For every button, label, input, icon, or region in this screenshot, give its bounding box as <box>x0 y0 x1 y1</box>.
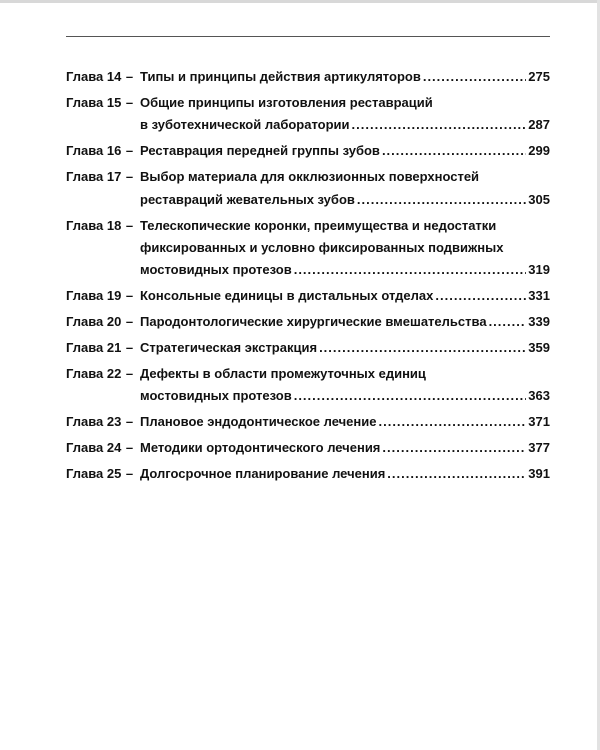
chapter-title-line: фиксированных и условно фиксированных подвижных <box>140 239 504 255</box>
dot-leader <box>435 285 526 307</box>
chapter-title-line <box>140 411 550 433</box>
page-number: 305 <box>528 191 550 207</box>
chapter-title-text: мостовидных протезов <box>140 262 292 278</box>
chapter-dash: – <box>125 466 134 482</box>
chapter-title-line: Телескопические коронки, преимущества и недостатки <box>140 217 497 233</box>
chapter-dash: – <box>125 217 134 233</box>
chapter-title <box>140 66 550 88</box>
dot-leader <box>357 189 526 211</box>
top-rule <box>66 36 550 37</box>
chapter-title-line <box>140 385 550 407</box>
chapter-label: Глава 17 <box>66 169 122 185</box>
chapter-title-line <box>140 259 550 281</box>
page-number: 331 <box>528 288 550 304</box>
chapter-title-line <box>140 463 550 485</box>
chapter-dash: – <box>125 94 134 110</box>
chapter-title-line: Выбор материала для окклюзионных поверхностей <box>140 169 480 185</box>
chapter-title <box>140 92 550 137</box>
page-number: 299 <box>528 143 550 159</box>
chapter-label: Глава 22 <box>66 366 122 382</box>
toc-entry <box>66 92 550 137</box>
chapter-label: Глава 16 <box>66 143 122 159</box>
chapter-title-line <box>140 114 550 136</box>
page-number: 359 <box>528 340 550 356</box>
toc-entry <box>66 463 550 485</box>
page-number: 319 <box>528 262 550 278</box>
page-number: 363 <box>528 388 550 404</box>
chapter-dash: – <box>125 169 134 185</box>
toc-entry <box>66 285 550 307</box>
chapter-label: Глава 23 <box>66 414 122 430</box>
page-edge-top <box>0 0 600 3</box>
chapter-title <box>140 215 550 282</box>
page-number: 339 <box>528 314 550 330</box>
chapter-dash: – <box>125 440 134 456</box>
chapter-dash: – <box>125 366 134 382</box>
chapter-dash: – <box>125 288 134 304</box>
dot-leader <box>382 437 526 459</box>
page-number: 275 <box>528 69 550 84</box>
chapter-title <box>140 411 550 433</box>
chapter-title-text: Долгосрочное планирование лечения <box>140 466 386 482</box>
chapter-title-text: в зуботехнической лаборатории <box>140 117 350 133</box>
chapter-label: Глава 24 <box>66 440 122 456</box>
chapter-title <box>140 311 550 333</box>
dot-leader <box>489 311 527 333</box>
toc-entry <box>66 140 550 162</box>
chapter-title-line <box>140 311 550 333</box>
chapter-title-line: Дефекты в области промежуточных единиц <box>140 366 426 382</box>
toc-entry <box>66 66 550 88</box>
chapter-title-text: Пародонтологические хирургические вмешательства <box>140 314 487 330</box>
chapter-title-text: реставраций жевательных зубов <box>140 191 355 207</box>
chapter-title-line <box>140 189 550 211</box>
chapter-dash: – <box>125 69 134 84</box>
dot-leader <box>294 385 527 407</box>
chapter-title-line: Общие принципы изготовления реставраций <box>140 94 433 110</box>
toc-entry <box>66 311 550 333</box>
chapter-label: Глава 18 <box>66 217 122 233</box>
chapter-label: Глава 14 <box>66 69 122 84</box>
chapter-title <box>140 337 550 359</box>
chapter-title-line <box>140 285 550 307</box>
toc-entry <box>66 363 550 408</box>
chapter-label: Глава 20 <box>66 314 122 330</box>
chapter-title-line <box>140 437 550 459</box>
chapter-dash: – <box>125 340 134 356</box>
toc-entry <box>66 166 550 211</box>
dot-leader <box>423 66 526 88</box>
chapter-title-text: Стратегическая экстракция <box>140 340 318 356</box>
chapter-label: Глава 19 <box>66 288 122 304</box>
chapter-title-text: мостовидных протезов <box>140 388 292 404</box>
chapter-title-line <box>140 140 550 162</box>
chapter-title <box>140 166 550 211</box>
chapter-title-text: Реставрация передней группы зубов <box>140 143 380 159</box>
chapter-title-text: Консольные единицы в дистальных отделах <box>140 288 434 304</box>
chapter-label: Глава 15 <box>66 94 122 110</box>
dot-leader <box>378 411 526 433</box>
chapter-title-line <box>140 337 550 359</box>
toc-entry <box>66 437 550 459</box>
chapter-label: Глава 21 <box>66 340 122 356</box>
page-number: 287 <box>528 117 550 133</box>
page-number: 391 <box>528 466 550 482</box>
chapter-title <box>140 140 550 162</box>
chapter-title <box>140 363 550 408</box>
chapter-title <box>140 437 550 459</box>
dot-leader <box>319 337 526 359</box>
chapter-title-line <box>140 66 550 88</box>
chapter-title-text: Типы и принципы действия артикуляторов <box>140 69 421 84</box>
chapter-title <box>140 463 550 485</box>
chapter-dash: – <box>125 143 134 159</box>
toc-entry <box>66 215 550 282</box>
dot-leader <box>294 259 527 281</box>
toc-entry <box>66 411 550 433</box>
page-number: 371 <box>528 414 550 430</box>
toc-entry <box>66 337 550 359</box>
dot-leader <box>382 140 526 162</box>
table-of-contents <box>66 66 550 489</box>
chapter-title <box>140 285 550 307</box>
dot-leader <box>387 463 526 485</box>
dot-leader <box>352 114 527 136</box>
chapter-title-text: Плановое эндодонтическое лечение <box>140 414 377 430</box>
chapter-dash: – <box>125 414 134 430</box>
chapter-label: Глава 25 <box>66 466 122 482</box>
chapter-dash: – <box>125 314 134 330</box>
page-number: 377 <box>528 440 550 456</box>
chapter-title-text: Методики ортодонтического лечения <box>140 440 381 456</box>
